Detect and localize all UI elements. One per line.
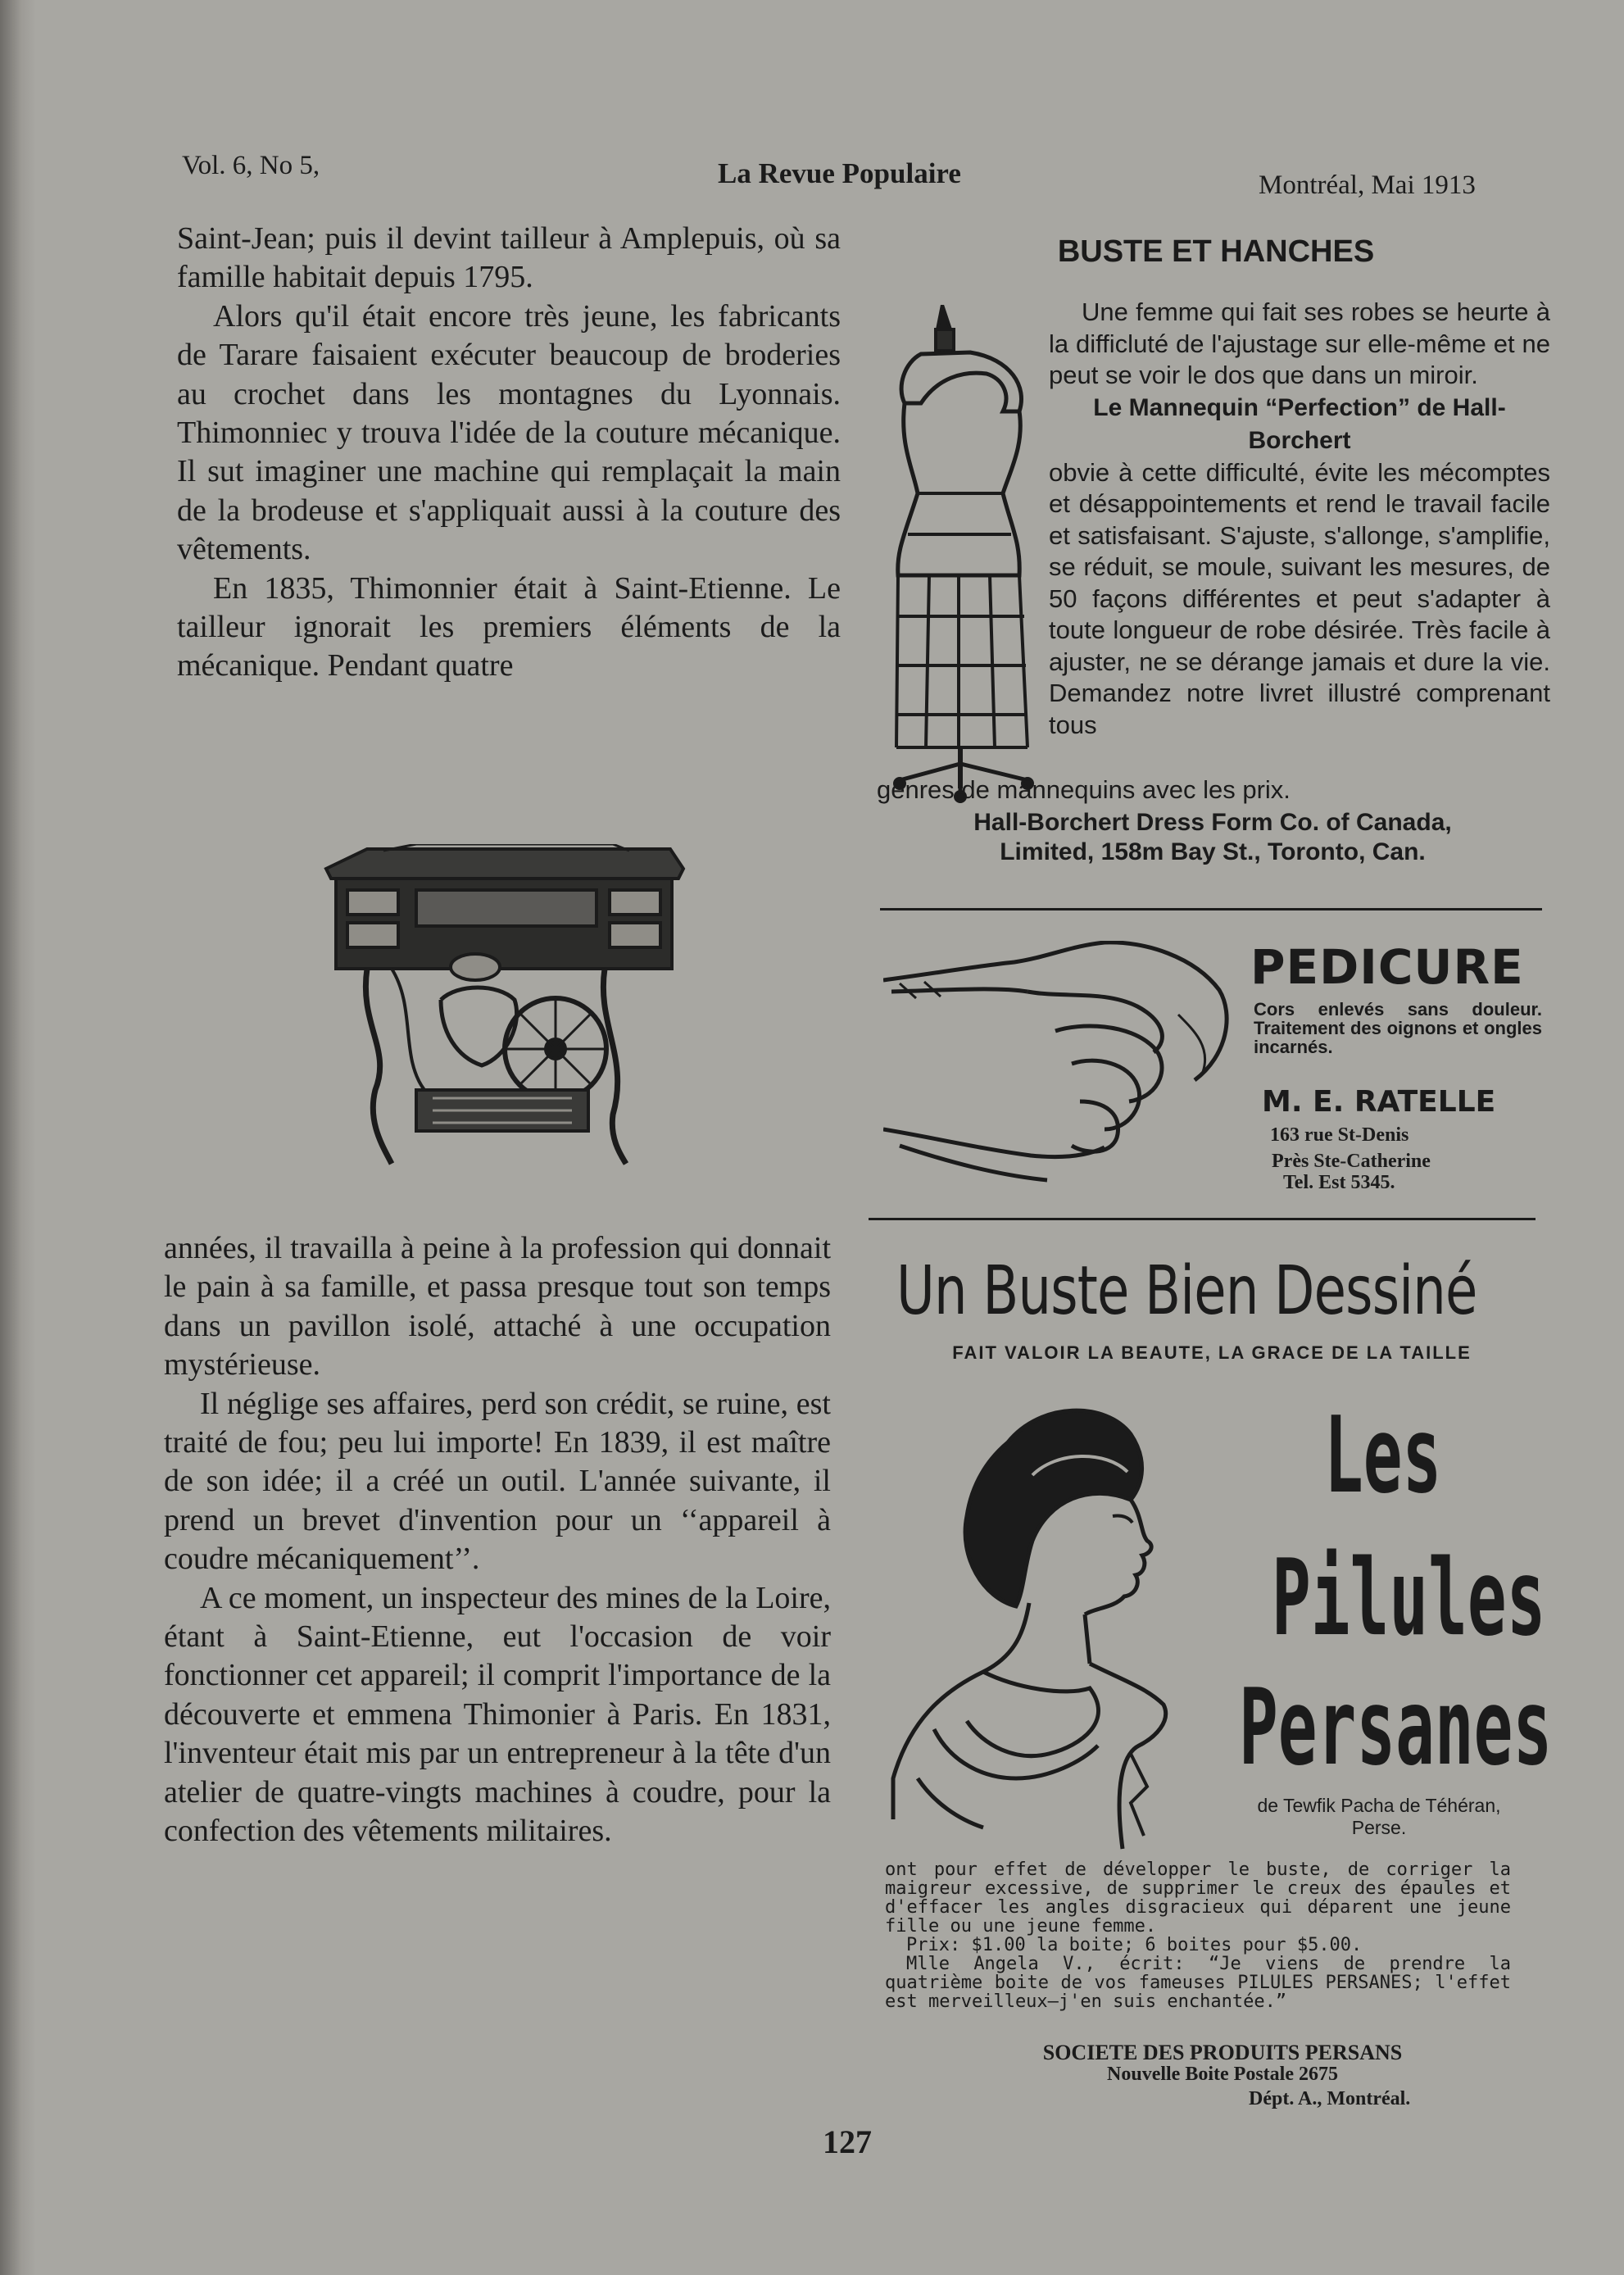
- buste-ad-text: [1049, 297, 1550, 741]
- woman-profile-illustration: [885, 1393, 1245, 1852]
- header-volume: Vol. 6, No 5,: [182, 151, 320, 180]
- article-paragraph: années, il travailla à peine à la profession qui donnait le pain à sa famille, et passa presque tout son temps dans un pavillon isolé, attaché à une occupation mystérieuse.: [164, 1231, 831, 1383]
- dress-form-illustration: [888, 305, 1049, 803]
- pilules-ad-postbox: Nouvelle Boite Postale 2675: [1107, 2064, 1338, 2085]
- pilules-ad-price: Prix: $1.00 la boite; 6 boites pour $5.00.: [906, 1935, 1363, 1955]
- article-paragraph: Il néglige ses affaires, perd son crédit, se ruine, est traité de fou; peu lui importe! En 1839, il est maître de son idée; il a créé un outil. L'année suivante, il prend un brevet d'invention pour un ‘‘appareil à coudre mécaniquement’’.: [164, 1386, 831, 1577]
- buste-ad-address: [877, 808, 1549, 867]
- page-number: 127: [823, 2123, 872, 2160]
- buste-ad-body: obvie à cette difficulté, évite les mécomptes et désappointements et rend le travail facile et satisfaisant. S'ajuste, s'allonge, s'amplifie, se réduit, se moule, suivant les mesures, de 50 façons différentes et peut s'adapter à toute longueur de robe désirée. Très facile à ajuster, ne se dérange jamais et dure la vie. Demandez notre livret illustré comprenant tous: [1049, 457, 1550, 739]
- pilules-ad-word-pilules: Pilules: [1272, 1537, 1546, 1660]
- header-date: Montréal, Mai 1913: [1259, 170, 1476, 200]
- pedicure-ad-address: 163 rue St-Denis: [1270, 1124, 1409, 1146]
- sewing-machine-illustration: [318, 844, 687, 1165]
- article-column-bottom: [164, 1229, 831, 1851]
- pilules-ad-dept: Dépt. A., Montréal.: [1249, 2088, 1411, 2109]
- pilules-ad-text-1: ont pour effet de développer le buste, de corriger la maigreur excessive, de supprimer le creux des épaules et d'effacer les angles disgracieux qui déparent une jeune fille ou une jeune femme.: [885, 1860, 1511, 1937]
- buste-ad-title: BUSTE ET HANCHES: [1057, 234, 1375, 269]
- article-column-top: [177, 220, 841, 686]
- buste-ad-address-line-1: Hall-Borchert Dress Form Co. of Canada,: [973, 809, 1452, 836]
- divider-rule: [880, 908, 1542, 910]
- pedicure-ad-title: PEDICURE: [1250, 939, 1524, 995]
- buste-ad-product: Le Mannequin “Perfection” de Hall-Borchert: [1093, 393, 1506, 454]
- pedicure-ad-name: M. E. RATELLE: [1262, 1085, 1496, 1119]
- pilules-ad-word-les: Les: [1324, 1395, 1442, 1517]
- pedicure-ad-tel: Tel. Est 5345.: [1283, 1172, 1395, 1193]
- header-title: La Revue Populaire: [718, 157, 961, 189]
- pilules-ad-subheadline: FAIT VALOIR LA BEAUTE, LA GRACE DE LA TAILLE: [952, 1342, 1472, 1363]
- pedicure-ad-text: Cors enlevés sans douleur. Traitement des oignons et ongles incarnés.: [1254, 999, 1542, 1057]
- article-paragraph: Alors qu'il était encore très jeune, les fabricants de Tarare faisaient exécuter beaucoup de broderies au crochet dans les montagnes du Lyonnais. Thimonniec y trouva l'idée de la couture mécanique. Il sut imaginer une machine qui remplaçait la main de la brodeuse et s'appliquait aussi à la couture des vêtements.: [177, 298, 841, 567]
- divider-rule: [869, 1218, 1536, 1220]
- pilules-ad-word-persanes: Persanes: [1239, 1667, 1553, 1789]
- pilules-ad-origin: de Tewfik Pacha de Téhéran, Perse.: [1257, 1795, 1501, 1838]
- pilules-ad-text: [885, 1860, 1511, 2011]
- buste-ad-address-line-2: Limited, 158m Bay St., Toronto, Can.: [1000, 838, 1426, 865]
- article-paragraph: Saint-Jean; puis il devint tailleur à Amplepuis, où sa famille habitait depuis 1795.: [177, 221, 841, 295]
- buste-ad-intro: Une femme qui fait ses robes se heurte à la difficluté de l'ajustage sur elle-même et ne peut se voir le dos que dans un miroir.: [1049, 297, 1550, 389]
- pilules-ad-headline: Un Buste Bien Dessiné: [896, 1252, 1477, 1330]
- pedicure-ad-near: Près Ste-Catherine: [1272, 1151, 1431, 1172]
- article-paragraph: En 1835, Thimonnier était à Saint-Etienne. Le tailleur ignorait les premiers éléments de la mécanique. Pendant quatre: [177, 570, 841, 683]
- article-paragraph: A ce moment, un inspecteur des mines de la Loire, étant à Saint-Etienne, eut l'occasion de voir fonctionner cet appareil; il comprit l'importance de la découverte et emmena Thimonier à Paris. En 1831, l'inventeur était mis par un entrepreneur à la tête d'un atelier de quatre-vingts machines à coudre, pour la confection des vêtements militaires.: [164, 1580, 831, 1849]
- buste-ad-text-end: [877, 775, 1549, 867]
- foot-care-hand-illustration: [883, 941, 1236, 1187]
- page-binding-shadow: [0, 0, 36, 2275]
- buste-ad-body-end: genres de mannequins avec les prix.: [877, 775, 1291, 804]
- pilules-ad-company: SOCIETE DES PRODUITS PERSANS: [1042, 2041, 1403, 2064]
- pilules-ad-testimonial: Mlle Angela V., écrit: “Je viens de prendre la quatrième boite de vos fameuses PILULES PERSANES; l'effet est merveilleux—j'en suis enchantée.”: [885, 1954, 1511, 2012]
